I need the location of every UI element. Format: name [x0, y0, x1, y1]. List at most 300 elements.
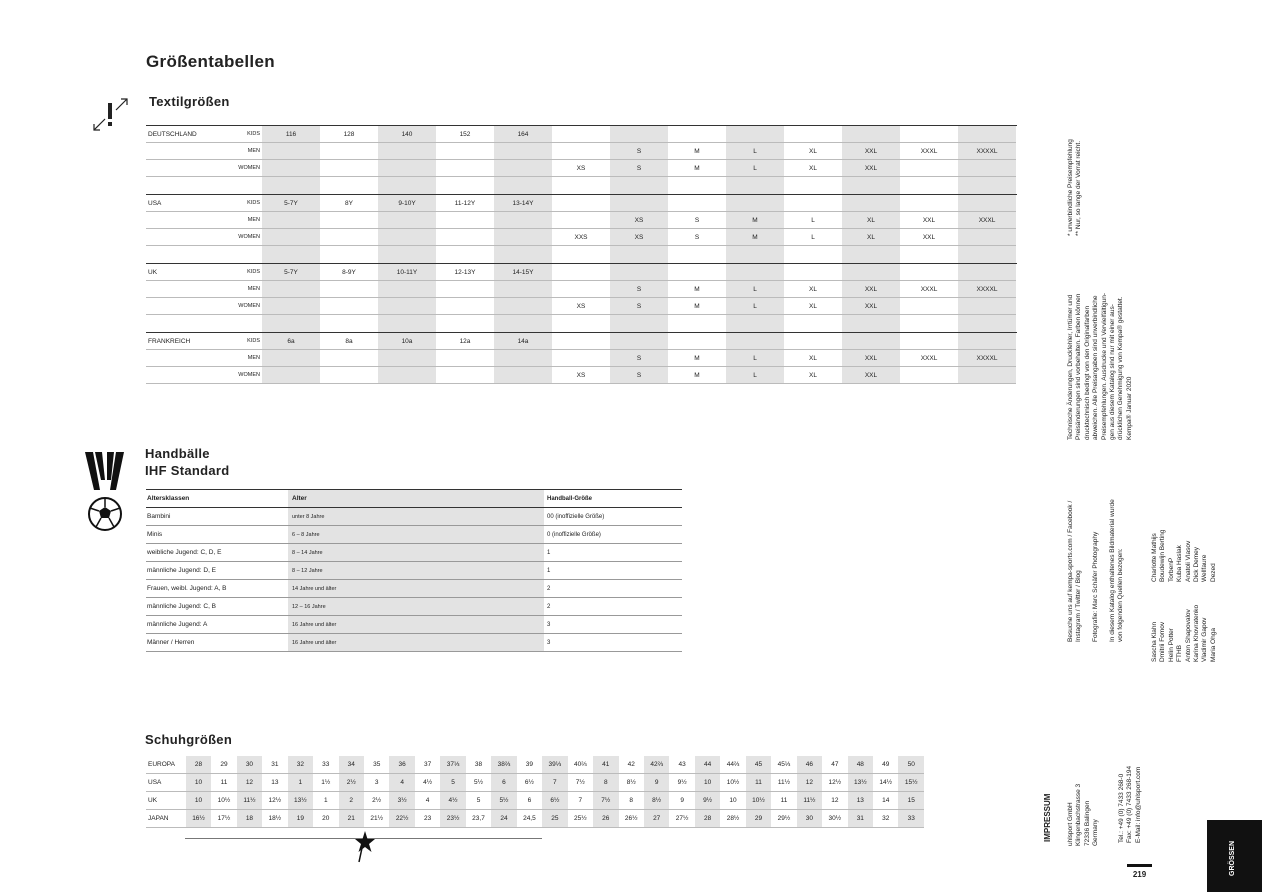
table-row: [146, 580, 682, 598]
size-cell: 19: [288, 810, 313, 827]
size-cell: 40⅔: [573, 761, 587, 768]
size-cell: 45: [746, 756, 771, 773]
size-cell: 5½: [491, 792, 516, 809]
size-cell: [610, 195, 668, 212]
size-cell: [494, 160, 552, 177]
size-cell: M: [668, 298, 726, 315]
size-cell: 42: [627, 761, 635, 768]
size-cell: 9-10Y: [378, 195, 436, 212]
size-cell: [552, 143, 610, 160]
country-label: DEUTSCHLAND: [146, 126, 228, 143]
size-cell: [784, 126, 842, 143]
size-cell: 22½: [389, 810, 414, 827]
size-cell: 10½: [217, 797, 231, 804]
table-cell: männliche Jugend: D, E: [147, 567, 217, 574]
size-cell: 15½: [898, 774, 923, 791]
size-cell: 1: [288, 774, 313, 791]
size-cell: [262, 212, 320, 229]
disclaimer-text: Technische Änderungen, Druckfehler, Irrtümer und Preisänderungen sind vorbehalten. Farben können drucktechnisch bedingt von den Originalfarben abweichen. Alle Preisangaben sind unverbindliche Preisempfehlungen. Ausdrucke und Vervielfältigun- gen aus diesem Katalog sind nur mit einer aus- drücklichen Genehmigung von Kempa® gestattet. Kempa® Januar 2020: [1067, 292, 1133, 440]
size-cell: 140: [378, 126, 436, 143]
table-cell: 2: [547, 585, 551, 592]
size-cell: [262, 350, 320, 367]
size-cell: [436, 160, 494, 177]
size-cell: [494, 367, 552, 384]
size-cell: L: [726, 160, 784, 177]
size-cell: 23,7: [472, 815, 485, 822]
size-cell: 11: [780, 797, 788, 804]
size-cell: [378, 281, 436, 298]
impressum-title: IMPRESSUM: [1043, 793, 1052, 842]
handball-medal-icon: [83, 450, 127, 532]
table-row: [146, 774, 924, 792]
size-cell: 10-11Y: [378, 264, 436, 281]
region-label: EUROPA: [148, 761, 175, 768]
group-spacer: [146, 177, 1017, 194]
size-cell: 42⅔: [644, 756, 669, 773]
size-cell: L: [726, 350, 784, 367]
size-cell: [320, 350, 378, 367]
size-cell: [842, 264, 900, 281]
size-cell: 12-13Y: [436, 264, 494, 281]
size-cell: 12: [831, 797, 839, 804]
size-cell: 36: [389, 756, 414, 773]
size-cell: S: [610, 350, 668, 367]
size-cell: 29: [220, 761, 228, 768]
size-cell: 7½: [593, 792, 618, 809]
size-cell: 17½: [217, 815, 231, 822]
size-cell: [726, 333, 784, 350]
size-cell: [900, 126, 958, 143]
size-cell: [900, 195, 958, 212]
size-cell: 9: [680, 797, 684, 804]
size-cell: XL: [784, 160, 842, 177]
size-cell: [552, 195, 610, 212]
category-label: KIDS: [228, 126, 262, 143]
category-label: KIDS: [228, 333, 262, 350]
size-cell: 13: [271, 779, 279, 786]
category-label: WOMEN: [228, 160, 262, 177]
star-logo-icon: [354, 830, 376, 864]
section-tab-label: GRÖSSEN: [1229, 840, 1236, 876]
page-title: Größentabellen: [146, 52, 275, 71]
size-cell: 39: [525, 761, 534, 768]
size-cell: XXS: [552, 229, 610, 246]
size-cell: 11½: [797, 792, 822, 809]
size-cell: 6½: [524, 779, 534, 786]
size-cell: 6: [527, 797, 532, 804]
size-cell: XL: [842, 212, 900, 229]
country-label: [146, 212, 228, 229]
column-header: Altersklassen: [147, 495, 190, 502]
textile-size-table: [146, 125, 1017, 384]
size-cell: 25: [542, 810, 567, 827]
size-cell: 28½: [726, 815, 740, 822]
table-cell: 0 (inoffizielle Größe): [547, 531, 601, 538]
size-cell: L: [726, 281, 784, 298]
region-label: USA: [148, 779, 162, 786]
size-cell: 33: [322, 761, 330, 768]
size-cell: 18½: [268, 815, 282, 822]
size-cell: 48: [848, 756, 873, 773]
size-cell: L: [784, 212, 842, 229]
size-cell: M: [668, 143, 726, 160]
size-cell: 8a: [320, 333, 378, 350]
size-cell: [842, 333, 900, 350]
shoe-heading: Schuhgrößen: [145, 732, 233, 747]
size-cell: 28: [186, 756, 211, 773]
size-cell: [262, 367, 320, 384]
size-cell: 21½: [370, 815, 384, 822]
size-cell: 32: [288, 756, 313, 773]
size-cell: [378, 367, 436, 384]
size-cell: 10: [186, 792, 211, 809]
table-cell: 00 (inoffizielle Größe): [547, 513, 605, 520]
size-cell: [378, 212, 436, 229]
table-row: [146, 333, 1017, 350]
table-row: [146, 792, 924, 810]
size-cell: XL: [842, 229, 900, 246]
country-label: FRANKREICH: [146, 333, 228, 350]
category-label: WOMEN: [228, 298, 262, 315]
size-cell: [958, 333, 1016, 350]
size-cell: 10: [729, 797, 737, 804]
region-label: UK: [148, 797, 158, 804]
size-cell: 44: [695, 756, 720, 773]
size-cell: [726, 126, 784, 143]
size-cell: 6: [491, 774, 516, 791]
country-label: UK: [146, 264, 228, 281]
credits-intro-text: Besuche uns auf kempa-sports.com / Facebook / Instagram / Twitter / Blog Fotografie: Marc Schäfer Photography In diesem Katalog enthaltenes Bildmaterial wurde von folgenden Quellen bezogen:: [1067, 499, 1125, 642]
size-cell: XL: [784, 298, 842, 315]
handball-heading-line2: IHF Standard: [145, 463, 230, 478]
size-cell: 11½: [777, 779, 791, 786]
size-cell: [320, 281, 378, 298]
size-cell: 10a: [378, 333, 436, 350]
resize-arrows-icon: [92, 97, 130, 133]
size-cell: S: [610, 298, 668, 315]
size-cell: 46: [797, 756, 822, 773]
size-cell: XS: [552, 160, 610, 177]
size-cell: XXL: [842, 143, 900, 160]
size-cell: [958, 264, 1016, 281]
size-cell: [668, 195, 726, 212]
table-row: [146, 126, 1017, 143]
size-cell: XXXXL: [958, 281, 1016, 298]
size-cell: L: [726, 143, 784, 160]
size-cell: [262, 229, 320, 246]
size-cell: [958, 298, 1016, 315]
size-cell: 7½: [575, 779, 585, 786]
size-cell: XXL: [842, 350, 900, 367]
size-cell: [958, 229, 1016, 246]
size-cell: 1½: [321, 779, 331, 786]
size-cell: [668, 126, 726, 143]
table-row: [146, 367, 1017, 384]
size-cell: [552, 281, 610, 298]
table-row: [146, 264, 1017, 281]
size-cell: [842, 126, 900, 143]
table-cell: 3: [547, 639, 551, 646]
size-cell: M: [668, 350, 726, 367]
textile-country-group: [146, 194, 1017, 246]
size-cell: 47: [831, 761, 839, 768]
size-cell: [378, 229, 436, 246]
size-cell: [610, 126, 668, 143]
size-cell: 30: [797, 810, 822, 827]
size-cell: 14: [882, 797, 890, 804]
size-cell: 2½: [339, 774, 364, 791]
size-cell: S: [610, 143, 668, 160]
size-cell: 13½: [288, 792, 313, 809]
size-cell: [320, 298, 378, 315]
size-cell: 9½: [677, 779, 687, 786]
size-cell: 11-12Y: [436, 195, 494, 212]
size-cell: 7: [542, 774, 567, 791]
size-cell: XXXL: [900, 350, 958, 367]
size-cell: [900, 264, 958, 281]
impressum-contact: Tel.: +49 (0) 7433 268-0 Fax: +49 (0) 7433 268-194 E-Mail: info@uhlsport.com: [1118, 765, 1142, 843]
table-cell: weibliche Jugend: C, D, E: [147, 549, 222, 556]
category-label: KIDS: [228, 264, 262, 281]
size-cell: 49: [882, 761, 890, 768]
size-cell: 152: [436, 126, 494, 143]
impressum-address: uhlsport GmbH Klingenbachstrasse 3 72336 Balingen Germany: [1067, 783, 1100, 846]
size-cell: [900, 298, 958, 315]
size-cell: [436, 229, 494, 246]
size-cell: 6a: [262, 333, 320, 350]
size-cell: 15: [898, 792, 923, 809]
table-cell: 8 – 14 Jahre: [288, 544, 544, 561]
size-cell: [726, 195, 784, 212]
size-cell: [378, 350, 436, 367]
size-cell: 38: [474, 761, 483, 768]
size-cell: [726, 264, 784, 281]
country-label: [146, 160, 228, 177]
size-cell: XS: [552, 298, 610, 315]
column-header: Handball-Größe: [547, 495, 593, 502]
size-cell: XS: [610, 229, 668, 246]
page-number: 219: [1132, 870, 1147, 879]
size-cell: [262, 281, 320, 298]
size-cell: 31: [271, 761, 279, 768]
size-cell: 4: [389, 774, 414, 791]
table-row: [146, 195, 1017, 212]
size-cell: 20: [322, 815, 330, 822]
table-row: [146, 350, 1017, 367]
table-row: [146, 544, 682, 562]
size-cell: [436, 298, 494, 315]
credits-column-1: Sascha Klahn Dmitrii Fomov Helin Potter FTHB Anton Shapovalov Karina Khovratenko Vladimir Gapov Maria Ohga: [1151, 604, 1217, 662]
size-cell: 9½: [695, 792, 720, 809]
size-cell: [842, 195, 900, 212]
size-cell: [262, 298, 320, 315]
page-number-bar: [1127, 864, 1152, 867]
size-cell: 13-14Y: [494, 195, 552, 212]
table-row: [146, 508, 682, 526]
size-cell: 27½: [675, 815, 689, 822]
size-cell: 24,5: [523, 815, 536, 822]
size-cell: XL: [784, 350, 842, 367]
size-cell: [958, 160, 1016, 177]
category-label: WOMEN: [228, 229, 262, 246]
size-cell: 8: [629, 797, 634, 804]
size-cell: XS: [610, 212, 668, 229]
size-cell: S: [610, 367, 668, 384]
category-label: MEN: [228, 350, 262, 367]
size-cell: [262, 160, 320, 177]
size-cell: [958, 195, 1016, 212]
table-cell: Männer / Herren: [147, 639, 195, 646]
size-cell: XL: [784, 281, 842, 298]
size-cell: [436, 212, 494, 229]
size-cell: S: [610, 281, 668, 298]
size-cell: [378, 160, 436, 177]
table-row: [146, 616, 682, 634]
size-cell: XXXL: [958, 212, 1016, 229]
size-cell: 33: [898, 810, 923, 827]
size-cell: 5-7Y: [262, 264, 320, 281]
column-header: Alter: [288, 490, 544, 507]
size-cell: 29: [746, 810, 771, 827]
size-cell: [784, 264, 842, 281]
table-row: [146, 212, 1017, 229]
table-cell: 6 – 8 Jahre: [288, 526, 544, 543]
size-cell: 14-15Y: [494, 264, 552, 281]
size-cell: 44⅔: [726, 761, 740, 768]
table-row: [146, 281, 1017, 298]
size-cell: [494, 281, 552, 298]
size-cell: 12: [797, 774, 822, 791]
table-cell: Bambini: [147, 513, 171, 520]
size-cell: [784, 333, 842, 350]
size-cell: XXL: [842, 367, 900, 384]
size-cell: 12: [237, 774, 262, 791]
size-cell: 3: [374, 779, 379, 786]
size-cell: [494, 298, 552, 315]
size-cell: 6½: [542, 792, 567, 809]
table-row: [146, 526, 682, 544]
size-cell: [610, 264, 668, 281]
size-cell: 5: [476, 797, 481, 804]
size-cell: [436, 143, 494, 160]
size-cell: 11: [746, 774, 771, 791]
size-cell: 45⅓: [777, 761, 791, 768]
size-cell: XS: [552, 367, 610, 384]
size-cell: XXL: [900, 212, 958, 229]
table-row: [146, 229, 1017, 246]
table-cell: 1: [547, 567, 551, 574]
size-cell: 38⅔: [491, 756, 516, 773]
size-cell: [610, 333, 668, 350]
category-label: MEN: [228, 143, 262, 160]
size-cell: 26½: [624, 815, 638, 822]
size-cell: [784, 195, 842, 212]
size-cell: 35: [373, 761, 381, 768]
size-cell: S: [668, 229, 726, 246]
size-cell: 4½: [423, 779, 433, 786]
size-cell: 128: [320, 126, 378, 143]
textile-country-group: [146, 125, 1017, 177]
size-cell: 8-9Y: [320, 264, 378, 281]
size-cell: 5½: [473, 779, 484, 786]
size-cell: 10: [186, 774, 211, 791]
category-label: WOMEN: [228, 367, 262, 384]
credits-column-2: Charlotte Mathijs Boudewijn Berting TorbenP Kuba Haslak Anatoli Vlasov Dick Demey Wellfaure Dezed: [1151, 529, 1217, 582]
country-label: USA: [146, 195, 228, 212]
table-row: [146, 562, 682, 580]
size-cell: 23½: [440, 810, 465, 827]
size-cell: 31: [848, 810, 873, 827]
size-cell: [320, 143, 378, 160]
size-cell: [552, 126, 610, 143]
size-cell: 10½: [726, 779, 740, 786]
size-cell: 2½: [372, 797, 382, 804]
handball-heading-line1: Handbälle: [145, 446, 210, 461]
size-cell: [552, 212, 610, 229]
size-cell: 21: [339, 810, 364, 827]
size-cell: 37⅓: [440, 756, 465, 773]
size-cell: 3½: [389, 792, 414, 809]
size-cell: M: [726, 212, 784, 229]
table-cell: 3: [547, 621, 551, 628]
size-cell: [320, 212, 378, 229]
textile-country-group: [146, 263, 1017, 315]
size-cell: 12a: [436, 333, 494, 350]
size-cell: 8: [593, 774, 618, 791]
size-cell: 9: [644, 774, 669, 791]
size-cell: XXL: [900, 229, 958, 246]
table-row: [146, 756, 924, 774]
size-cell: 10½: [746, 792, 771, 809]
country-label: [146, 298, 228, 315]
size-cell: 7: [578, 797, 583, 804]
size-cell: [668, 264, 726, 281]
category-label: KIDS: [228, 195, 262, 212]
size-cell: 10: [695, 774, 720, 791]
size-cell: [436, 350, 494, 367]
size-cell: 4: [425, 797, 430, 804]
size-cell: XXXL: [900, 143, 958, 160]
textile-country-group: [146, 332, 1017, 384]
size-cell: [262, 143, 320, 160]
size-cell: 37: [423, 761, 432, 768]
size-cell: 43: [678, 761, 686, 768]
table-cell: unter 8 Jahre: [288, 508, 544, 525]
table-cell: männliche Jugend: C, B: [147, 603, 217, 610]
size-cell: 24: [491, 810, 516, 827]
size-cell: [494, 143, 552, 160]
table-cell: 2: [547, 603, 551, 610]
table-cell: 16 Jahre und älter: [288, 634, 544, 651]
size-cell: 32: [882, 815, 890, 822]
size-cell: [320, 160, 378, 177]
country-label: [146, 143, 228, 160]
size-cell: [900, 333, 958, 350]
size-cell: S: [668, 212, 726, 229]
country-label: [146, 229, 228, 246]
table-row: [146, 634, 682, 652]
size-cell: 8½: [644, 792, 669, 809]
size-cell: L: [784, 229, 842, 246]
size-cell: M: [668, 160, 726, 177]
size-cell: L: [726, 367, 784, 384]
size-cell: [320, 229, 378, 246]
size-cell: [494, 350, 552, 367]
shoe-size-table: [146, 756, 924, 828]
size-cell: [552, 350, 610, 367]
size-cell: [900, 367, 958, 384]
size-cell: 11½: [237, 792, 262, 809]
